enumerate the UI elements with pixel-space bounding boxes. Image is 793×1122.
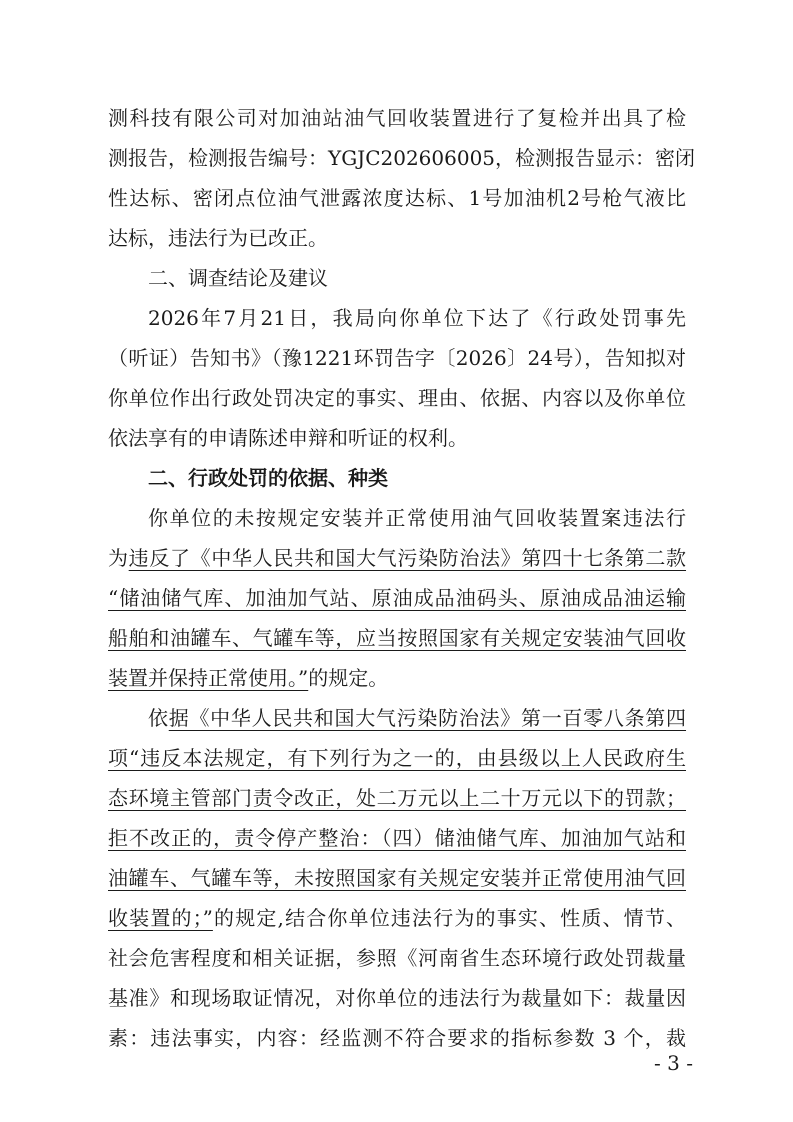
- text-segment: 社会危害程度和相关证据，参照《河南省生态环境行政处罚裁量: [108, 946, 686, 970]
- underlined-citation: 收装置的；”: [108, 906, 213, 930]
- paragraph-line-24: [108, 1018, 686, 1058]
- paragraph-line-2: [108, 138, 696, 178]
- underlined-citation: 项“违反本法规定，有下列行为之一的，由县级以上人民政府生: [108, 746, 686, 770]
- text-segment: 为: [108, 546, 129, 570]
- text-segment: 2026年7月21日，我局向你单位下达了《行政处罚事先: [148, 306, 686, 330]
- paragraph-line-17: [108, 738, 686, 778]
- paragraph-line-3: [108, 178, 686, 218]
- paragraph-line-14: [108, 618, 686, 658]
- text-segment: 性达标、密闭点位油气泄露浓度达标、1号加油机2号枪气液比: [108, 186, 686, 210]
- paragraph-line-22: [108, 938, 686, 978]
- underlined-citation: “储油储气库、加油加气站、原油成品油码头、原油成品油运输: [108, 586, 686, 610]
- paragraph-line-23: [108, 978, 686, 1018]
- text-segment: （听证）告知书》（豫1221环罚告字〔2026〕24号），告知拟对: [108, 346, 686, 370]
- paragraph-line-13: [108, 578, 686, 618]
- paragraph-line-16: [148, 698, 686, 738]
- paragraph-line-12: [108, 538, 686, 578]
- underlined-citation: 据《中华人民共和国大气污染防治法》第一百零八条第四: [168, 706, 687, 730]
- text-segment: 的规定,结合你单位违法行为的事实、性质、情节、: [212, 906, 687, 930]
- underlined-citation: 船舶和油罐车、气罐车等，应当按照国家有关规定安装油气回收: [108, 626, 686, 650]
- text-segment: 素：违法事实，内容：经监测不符合要求的指标参数 3 个，裁: [108, 1026, 686, 1050]
- paragraph-line-18: [108, 778, 686, 818]
- text-segment: 依法享有的申请陈述申辩和听证的权利。: [108, 426, 468, 450]
- text-segment: 依: [148, 706, 169, 730]
- page-number: - 3 -: [654, 1051, 693, 1075]
- text-segment: 测科技有限公司对加油站油气回收装置进行了复检并出具了检: [108, 106, 686, 130]
- text-segment: 测报告，检测报告编号：YGJC202606005，检测报告显示：密闭: [108, 146, 696, 170]
- section-heading-investigation: [148, 258, 686, 298]
- text-segment: 你单位作出行政处罚决定的事实、理由、依据、内容以及你单位: [108, 386, 686, 410]
- text-segment: 你单位的未按规定安装并正常使用油气回收装置案违法行: [148, 506, 686, 530]
- underlined-citation: 态环境主管部门责令改正，处二万元以上二十万元以下的罚款；: [108, 786, 686, 810]
- paragraph-line-19: [108, 818, 686, 858]
- text-segment: 的规定。: [308, 666, 389, 690]
- paragraph-line-20: [108, 858, 686, 898]
- underlined-citation: 拒不改正的，责令停产整治：（四）储油储气库、加油加气站和: [108, 826, 686, 850]
- underlined-citation: 油罐车、气罐车等，未按照国家有关规定安装并正常使用油气回: [108, 866, 686, 890]
- text-segment: 达标，违法行为已改正。: [108, 226, 328, 250]
- paragraph-line-11: [148, 498, 686, 538]
- section-heading-penalty-basis: [148, 458, 686, 498]
- underlined-citation: 装置并保持正常使用。”: [108, 666, 309, 690]
- text-segment: 基准》和现场取证情况，对你单位的违法行为裁量如下：裁量因: [108, 986, 686, 1010]
- paragraph-line-4: [108, 218, 686, 258]
- paragraph-line-7: [108, 338, 686, 378]
- paragraph-line-9: [108, 418, 686, 458]
- text-segment: 二、调查结论及建议: [148, 266, 328, 290]
- paragraph-line-1: [108, 98, 686, 138]
- paragraph-line-6: [148, 298, 686, 338]
- paragraph-line-21: [108, 898, 686, 938]
- paragraph-line-15: [108, 658, 686, 698]
- text-segment: 二、行政处罚的依据、种类: [148, 466, 388, 490]
- paragraph-line-8: [108, 378, 686, 418]
- underlined-citation: 违反了《中华人民共和国大气污染防治法》第四十七条第二款: [128, 546, 687, 570]
